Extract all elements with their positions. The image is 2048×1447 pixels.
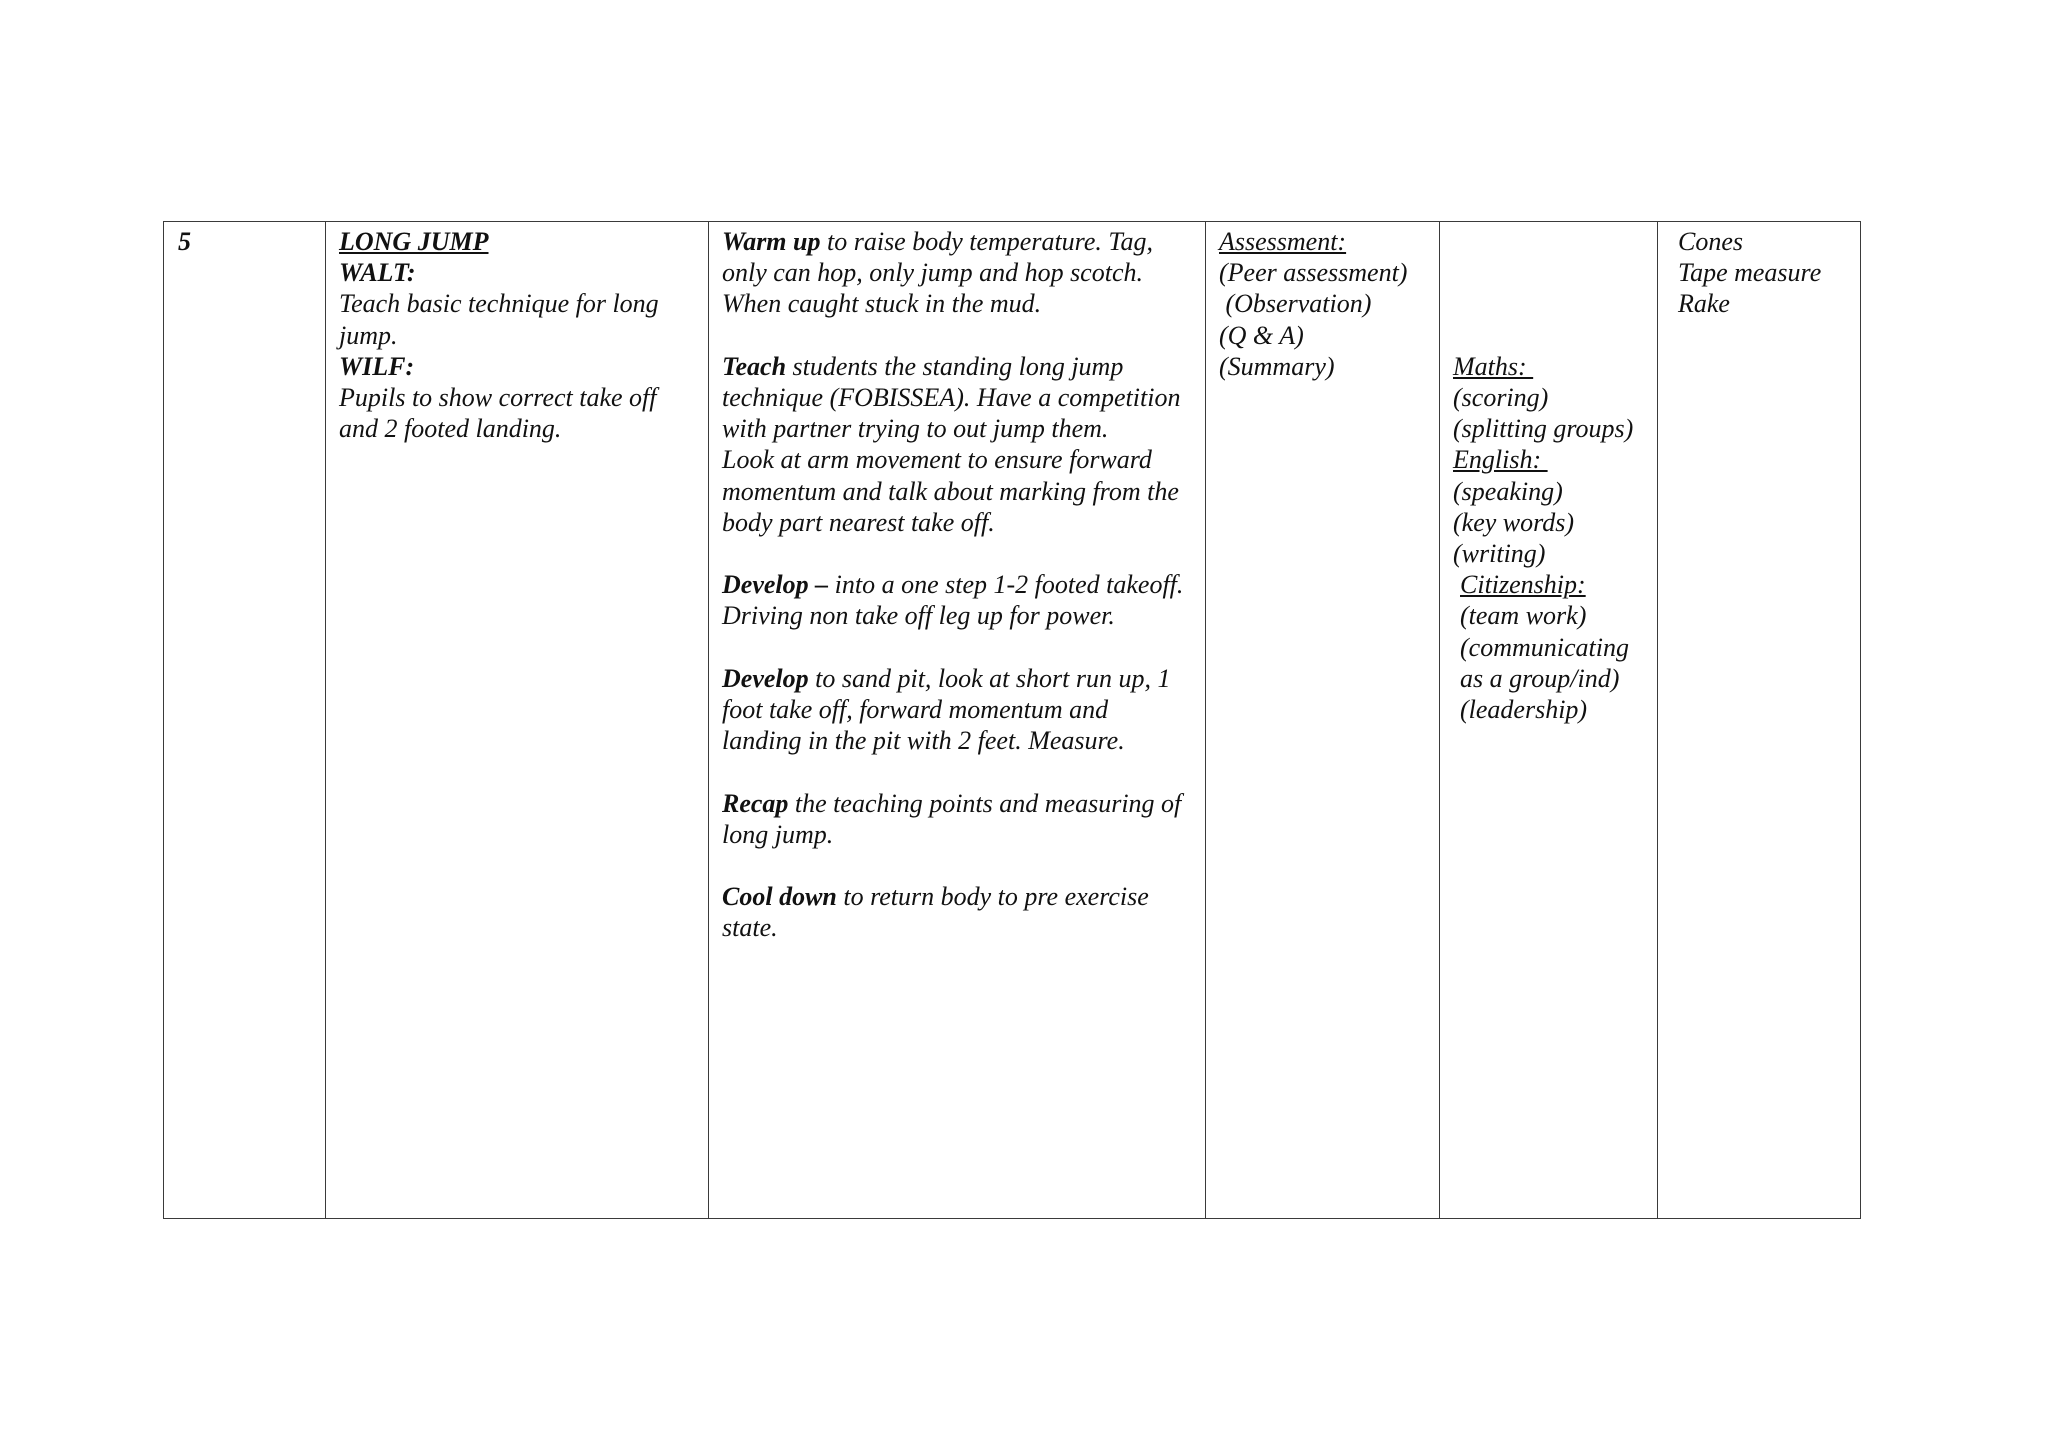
english-item: (speaking) xyxy=(1453,476,1563,506)
lesson-number: 5 xyxy=(178,227,191,256)
activity-cool-down: Cool down to return body to pre exercise state. xyxy=(722,882,1156,943)
assessment-heading: Assessment: xyxy=(1219,227,1347,256)
assessment-item: (Q & A) xyxy=(1219,320,1304,350)
activities-cell xyxy=(709,222,1206,1219)
lesson-row xyxy=(164,222,1861,1219)
citizenship-item: (leadership) xyxy=(1460,694,1588,724)
resource-item: Rake xyxy=(1678,289,1730,319)
citizenship-heading: Citizenship: xyxy=(1460,570,1586,600)
wilf-text: Pupils to show correct take off and 2 footed landing. xyxy=(339,383,663,444)
assessment-cell xyxy=(1206,222,1440,1219)
lesson-plan-table xyxy=(163,221,1861,1219)
resource-item: Tape measure xyxy=(1678,258,1822,288)
objectives-cell xyxy=(326,222,709,1219)
walt-heading: WALT: xyxy=(339,258,416,288)
assessment-item: (Summary) xyxy=(1219,351,1335,381)
english-heading: English: xyxy=(1453,445,1548,475)
maths-item: (scoring) xyxy=(1453,382,1549,412)
english-item: (writing) xyxy=(1453,538,1546,568)
lesson-title: LONG JUMP xyxy=(339,227,489,256)
assessment-item: (Peer assessment) xyxy=(1219,258,1408,288)
activity-develop-2: Develop to sand pit, look at short run up, 1 foot take off, forward momentum and landing in the pit with 2 feet. Measure. xyxy=(722,663,1177,756)
activity-warm-up: Warm up to raise body temperature. Tag, only can hop, only jump and hop scotch. When caught stuck in the mud. xyxy=(722,227,1160,319)
walt-text: Teach basic technique for long jump. xyxy=(339,289,666,350)
activity-teach: Teach students the standing long jump technique (FOBISSEA). Have a competition with partner trying to out jump them. xyxy=(722,351,1187,444)
resources-cell xyxy=(1658,222,1861,1219)
activity-recap: Recap the teaching points and measuring of long jump. xyxy=(722,788,1188,849)
citizenship-item: (communicating as a group/ind) xyxy=(1460,632,1636,693)
cross-curricular-cell xyxy=(1440,222,1658,1219)
lesson-number-cell xyxy=(164,222,326,1219)
assessment-item: (Observation) xyxy=(1219,289,1372,319)
citizenship-item: (team work) xyxy=(1460,601,1587,631)
resource-item: Cones xyxy=(1678,227,1743,256)
maths-heading: Maths: xyxy=(1453,351,1534,381)
maths-item: (splitting groups) xyxy=(1453,414,1634,444)
wilf-heading: WILF: xyxy=(339,351,415,381)
english-item: (key words) xyxy=(1453,507,1575,537)
activity-look: Look at arm movement to ensure forward momentum and talk about marking from the body part nearest take off. xyxy=(722,445,1186,537)
activity-develop-1: Develop – into a one step 1-2 footed takeoff. Driving non take off leg up for power. xyxy=(722,570,1190,631)
